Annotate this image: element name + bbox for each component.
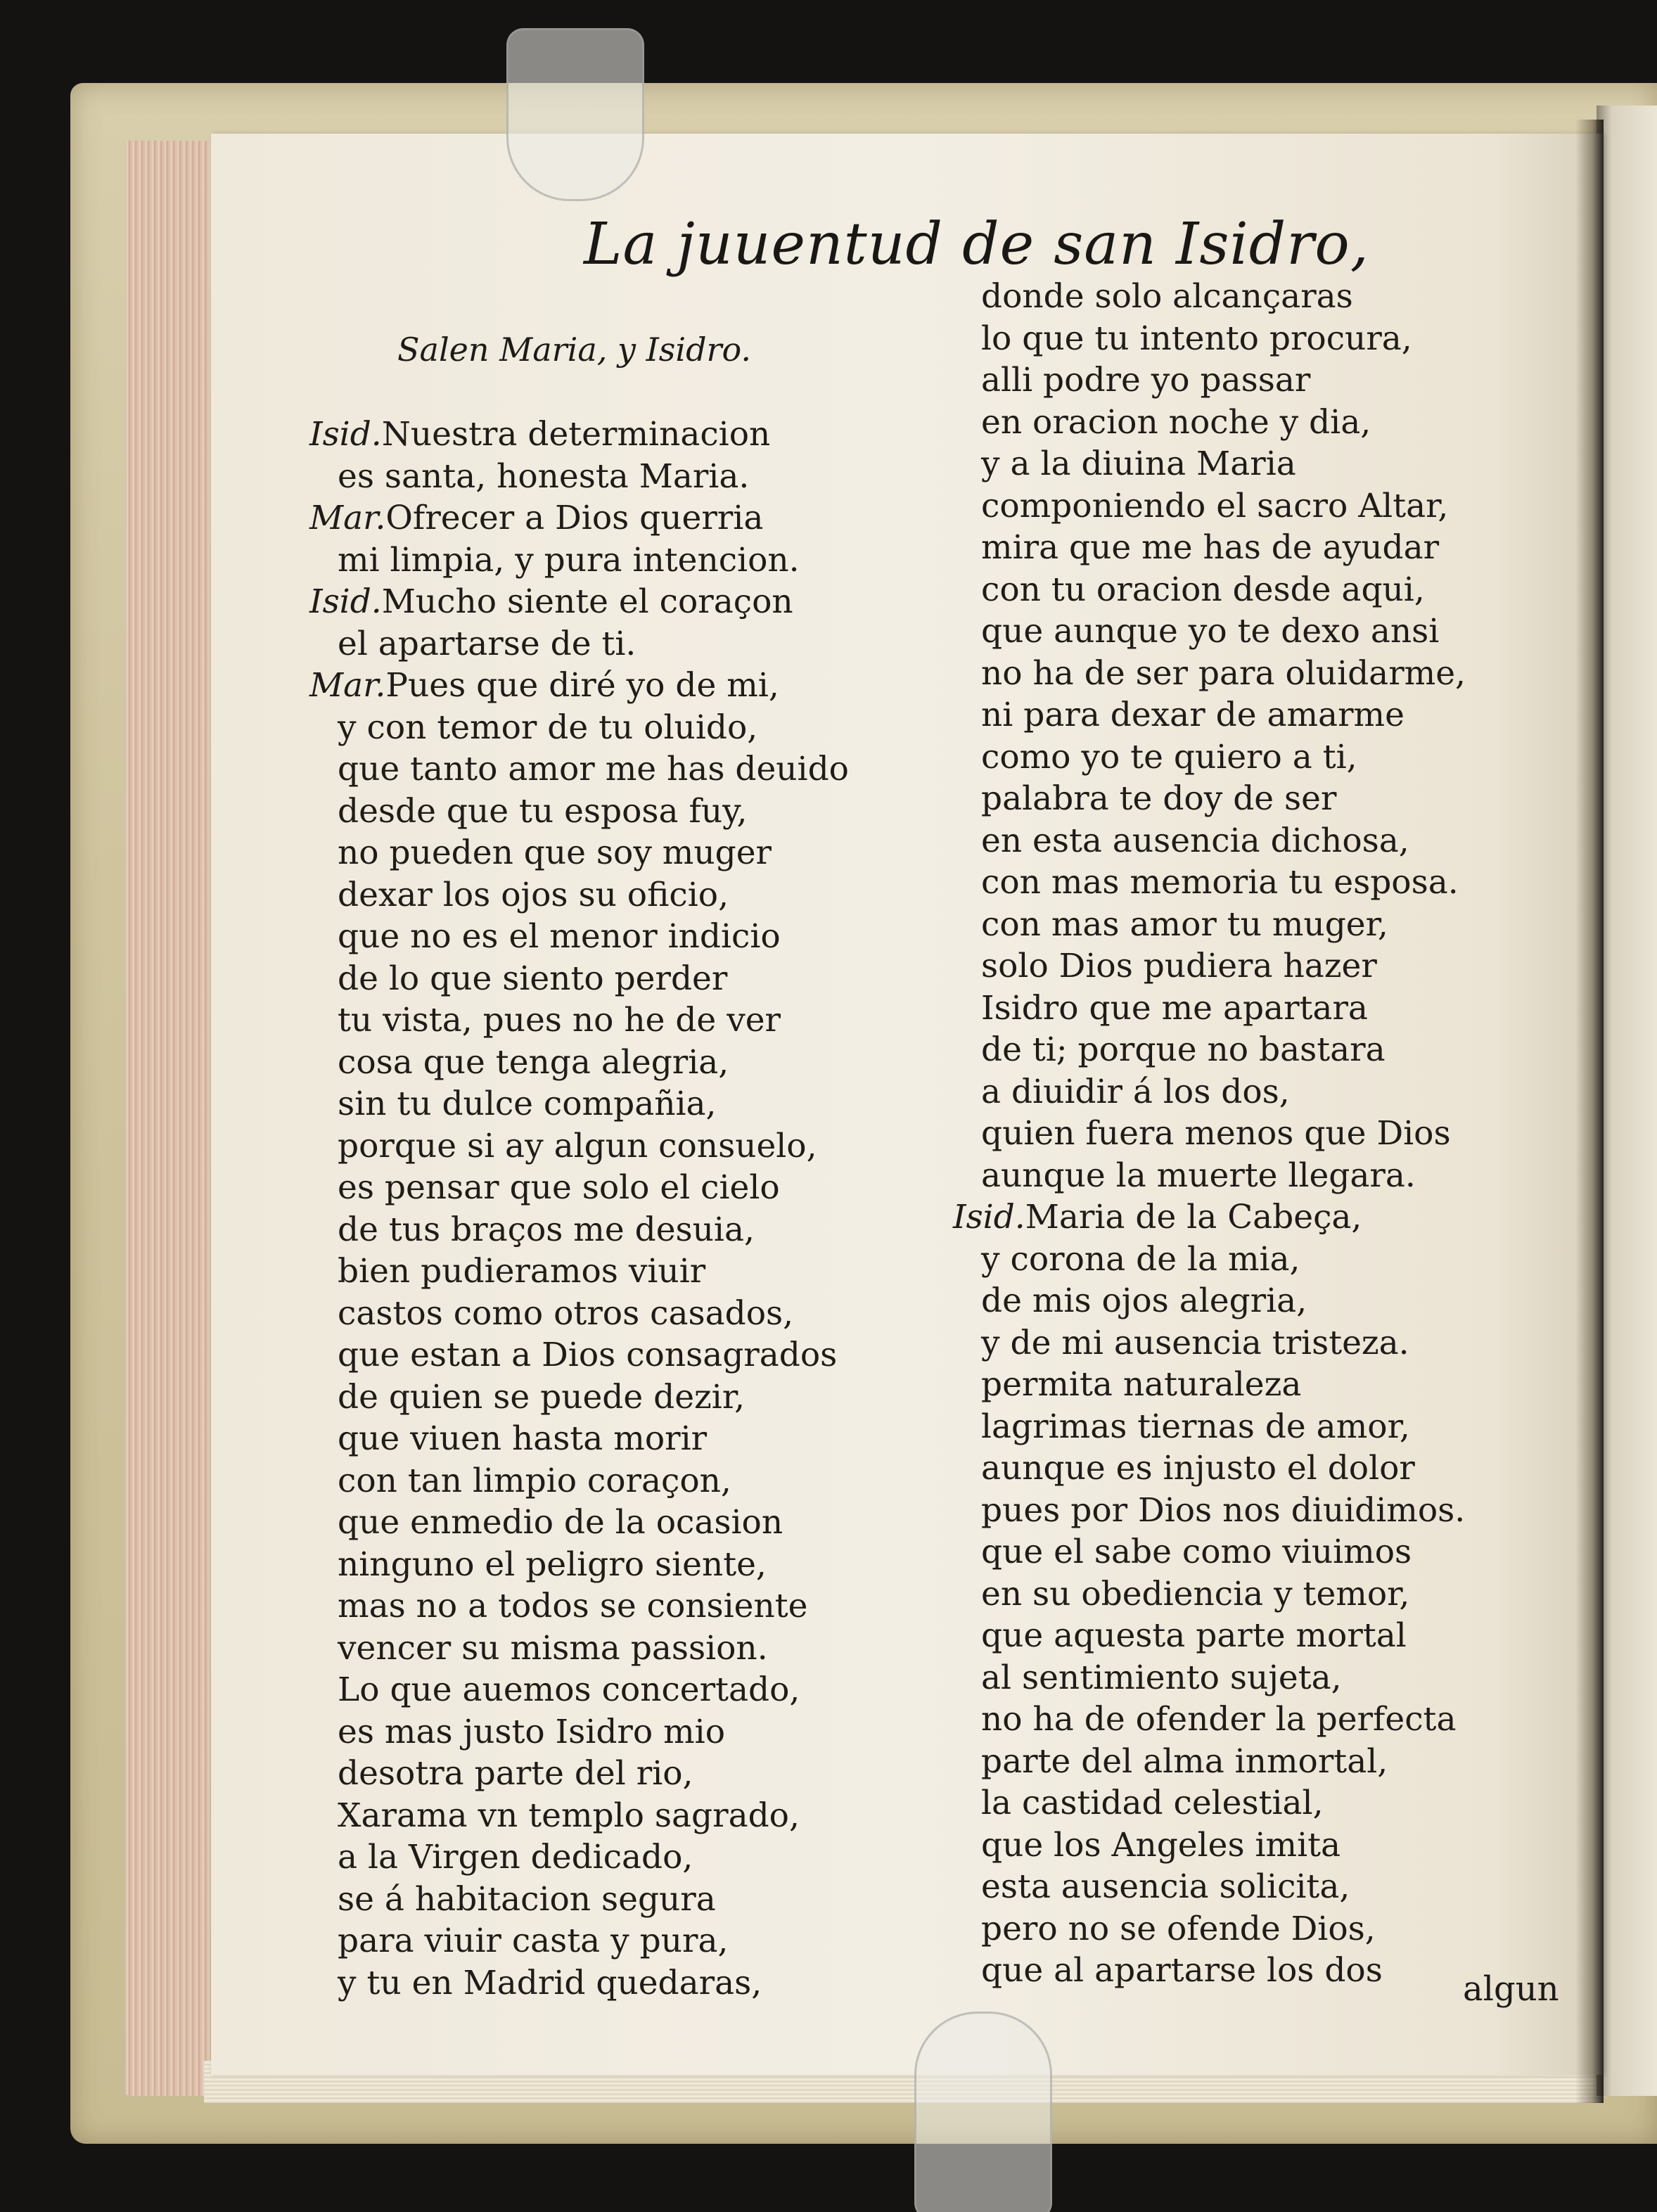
verse-text: aunque la muerte llegara. bbox=[981, 1156, 1416, 1195]
catchword: algun bbox=[1463, 1969, 1559, 2009]
right-verse-column bbox=[953, 276, 1572, 1992]
verse-text: el apartarse de ti. bbox=[338, 624, 636, 663]
verse-line bbox=[953, 1741, 1572, 1783]
verse-text: a diuidir á los dos, bbox=[981, 1072, 1290, 1111]
speaker-abbreviation: Isid. bbox=[309, 415, 382, 454]
verse-line bbox=[309, 1083, 942, 1125]
verse-line bbox=[309, 832, 942, 874]
verse-line bbox=[309, 539, 942, 582]
verse-text: palabra te doy de ser bbox=[981, 779, 1337, 818]
verse-text: con mas memoria tu esposa. bbox=[981, 863, 1459, 902]
verse-text: con tu oracion desde aqui, bbox=[981, 570, 1425, 609]
verse-text: que el sabe como viuimos bbox=[981, 1533, 1412, 1571]
verse-line bbox=[309, 1334, 942, 1376]
verse-line bbox=[953, 485, 1572, 528]
verse-line bbox=[953, 1531, 1572, 1573]
verse-text: de ti; porque no bastara bbox=[981, 1030, 1386, 1069]
verse-text: porque si ay algun consuelo, bbox=[338, 1126, 817, 1165]
verse-text: vencer su misma passion. bbox=[338, 1628, 768, 1668]
verse-text: es pensar que solo el cielo bbox=[338, 1168, 780, 1207]
verse-line bbox=[309, 1251, 942, 1293]
speaker-abbreviation: Mar. bbox=[309, 666, 386, 705]
verse-line bbox=[309, 958, 942, 1000]
verse-text: lo que tu intento procura, bbox=[981, 319, 1412, 358]
verse-line bbox=[953, 945, 1572, 987]
verse-text: que aquesta parte mortal bbox=[981, 1616, 1407, 1655]
left-verse-column bbox=[309, 414, 942, 2004]
verse-line bbox=[953, 443, 1572, 485]
verse-text: ninguno el peligro siente, bbox=[338, 1545, 767, 1584]
verse-line bbox=[309, 748, 942, 791]
verse-text: parte del alma inmortal, bbox=[981, 1741, 1388, 1781]
verse-line bbox=[309, 497, 942, 539]
verse-text: quien fuera menos que Dios bbox=[981, 1114, 1451, 1153]
verse-line bbox=[309, 1879, 942, 1921]
verse-text: de quien se puede dezir, bbox=[338, 1377, 746, 1417]
verse-text: Pues que diré yo de mi, bbox=[385, 666, 779, 705]
verse-text: Xarama vn templo sagrado, bbox=[338, 1796, 800, 1835]
verse-line bbox=[309, 1460, 942, 1502]
verse-line bbox=[953, 569, 1572, 611]
verse-line bbox=[953, 1699, 1572, 1741]
verse-text: que enmedio de la ocasion bbox=[338, 1503, 783, 1542]
verse-line bbox=[309, 1125, 942, 1168]
verse-text: aunque es injusto el dolor bbox=[981, 1449, 1415, 1488]
verse-text: desde que tu esposa fuy, bbox=[338, 791, 748, 831]
verse-line bbox=[309, 1376, 942, 1419]
verse-text: Nuestra determinacion bbox=[381, 415, 771, 454]
verse-text: solo Dios pudiera hazer bbox=[981, 947, 1377, 985]
verse-text: Mucho siente el coraçon bbox=[381, 582, 793, 621]
verse-text: de tus braços me desuia, bbox=[338, 1210, 755, 1249]
verse-text: en su obediencia y temor, bbox=[981, 1574, 1410, 1613]
verse-text: al sentimiento sujeta, bbox=[981, 1658, 1342, 1697]
verse-line bbox=[309, 665, 942, 707]
verse-line bbox=[953, 1447, 1572, 1490]
verse-line bbox=[953, 527, 1572, 569]
verse-text: para viuir casta y pura, bbox=[338, 1922, 729, 1960]
verse-text: de lo que siento perder bbox=[338, 959, 728, 998]
verse-text: desotra parte del rio, bbox=[338, 1754, 693, 1793]
verse-text: donde solo alcançaras bbox=[981, 277, 1353, 316]
verse-line bbox=[309, 1836, 942, 1879]
verse-line bbox=[309, 1502, 942, 1544]
verse-text: Ofrecer a Dios querria bbox=[385, 499, 764, 537]
verse-line bbox=[953, 1280, 1572, 1322]
verse-line bbox=[309, 1042, 942, 1084]
speaker-abbreviation: Isid. bbox=[953, 1198, 1025, 1236]
verse-line bbox=[953, 1155, 1572, 1197]
verse-text: esta ausencia solicita, bbox=[981, 1867, 1350, 1906]
verse-line bbox=[953, 1615, 1572, 1657]
verse-line bbox=[953, 359, 1572, 402]
verse-line bbox=[309, 1293, 942, 1335]
verse-text: que al apartarse los dos bbox=[981, 1951, 1383, 1990]
stage-direction-heading: Salen Maria, y Isidro. bbox=[397, 331, 752, 369]
verse-line bbox=[309, 1669, 942, 1711]
verse-line bbox=[953, 1824, 1572, 1867]
verse-line bbox=[953, 1364, 1572, 1406]
verse-text: Isidro que me apartara bbox=[981, 988, 1368, 1028]
verse-line bbox=[953, 1113, 1572, 1155]
verse-line bbox=[953, 778, 1572, 820]
verse-line bbox=[953, 820, 1572, 862]
verse-text: castos como otros casados, bbox=[338, 1293, 794, 1333]
speaker-abbreviation: Mar. bbox=[309, 499, 386, 537]
verse-line bbox=[309, 874, 942, 916]
verse-text: que aunque yo te dexo ansi bbox=[981, 612, 1440, 651]
verse-text: que no es el menor indicio bbox=[338, 917, 781, 956]
verse-text: sin tu dulce compañia, bbox=[338, 1085, 717, 1123]
verse-line bbox=[309, 1753, 942, 1795]
verse-line bbox=[953, 904, 1572, 946]
verse-line bbox=[309, 791, 942, 833]
verse-text: que estan a Dios consagrados bbox=[338, 1336, 838, 1374]
verse-text: que viuen hasta morir bbox=[338, 1419, 708, 1458]
verse-text: que tanto amor me has deuido bbox=[338, 750, 849, 788]
verse-text: componiendo el sacro Altar, bbox=[981, 486, 1449, 525]
verse-text: bien pudieramos viuir bbox=[338, 1252, 706, 1291]
verse-text: alli podre yo passar bbox=[981, 361, 1311, 399]
verse-line bbox=[309, 414, 942, 456]
verse-text: a la Virgen dedicado, bbox=[338, 1838, 693, 1877]
verse-line bbox=[309, 1795, 942, 1837]
verse-line bbox=[953, 862, 1572, 904]
speaker-abbreviation: Isid. bbox=[309, 582, 382, 621]
verse-text: ni para dexar de amarme bbox=[981, 696, 1405, 734]
verse-line bbox=[953, 1071, 1572, 1113]
verse-text: y tu en Madrid quedaras, bbox=[338, 1963, 762, 2002]
verse-line bbox=[309, 1209, 942, 1251]
verse-line bbox=[953, 1196, 1572, 1239]
verse-text: y de mi ausencia tristeza. bbox=[981, 1323, 1409, 1362]
verse-line bbox=[953, 610, 1572, 653]
verse-line bbox=[953, 1406, 1572, 1448]
verse-text: pues por Dios nos diuidimos. bbox=[981, 1490, 1466, 1530]
verse-text: mi limpia, y pura intencion. bbox=[338, 540, 800, 580]
verse-line bbox=[953, 276, 1572, 318]
verse-text: en esta ausencia dichosa, bbox=[981, 821, 1409, 860]
verse-line bbox=[309, 1418, 942, 1460]
page-edges-left bbox=[125, 141, 210, 2096]
verse-line bbox=[309, 1711, 942, 1753]
verse-line bbox=[309, 1628, 942, 1670]
verse-text: cosa que tenga alegria, bbox=[338, 1042, 729, 1082]
verse-text: tu vista, pues no he de ver bbox=[338, 1001, 781, 1040]
verse-line bbox=[953, 402, 1572, 444]
verse-line bbox=[953, 1239, 1572, 1281]
verse-text: permita naturaleza bbox=[981, 1365, 1302, 1404]
verse-text: lagrimas tiernas de amor, bbox=[981, 1407, 1410, 1446]
verse-line bbox=[953, 987, 1572, 1030]
verse-text: y a la diuina Maria bbox=[981, 445, 1296, 483]
page-gutter-shadow bbox=[1575, 120, 1604, 2103]
running-title: La juuentud de san Isidro, bbox=[584, 211, 1369, 278]
verse-text: pero no se ofende Dios, bbox=[981, 1909, 1376, 1948]
verse-text: mira que me has de ayudar bbox=[981, 528, 1440, 567]
verse-line bbox=[309, 623, 942, 665]
verse-text: mas no a todos se consiente bbox=[338, 1587, 808, 1625]
verse-text: con mas amor tu muger, bbox=[981, 904, 1388, 944]
verse-line bbox=[309, 1920, 942, 1962]
verse-line bbox=[309, 916, 942, 958]
verse-text: con tan limpio coraçon, bbox=[338, 1461, 731, 1500]
verse-line bbox=[309, 456, 942, 498]
verse-text: la castidad celestial, bbox=[981, 1784, 1324, 1822]
verse-text: y corona de la mia, bbox=[981, 1239, 1300, 1279]
verse-line bbox=[953, 1029, 1572, 1071]
verse-line bbox=[309, 999, 942, 1042]
verse-line bbox=[309, 1167, 942, 1209]
verse-line bbox=[953, 1490, 1572, 1532]
verse-text: Lo que auemos concertado, bbox=[338, 1670, 800, 1709]
verse-line bbox=[953, 1657, 1572, 1699]
verse-text: es mas justo Isidro mio bbox=[338, 1712, 726, 1751]
verse-text: en oracion noche y dia, bbox=[981, 402, 1371, 442]
verse-text: no ha de ser para oluidarme, bbox=[981, 653, 1466, 693]
verse-line bbox=[309, 707, 942, 749]
verse-line bbox=[953, 653, 1572, 695]
verse-line bbox=[953, 736, 1572, 779]
verse-text: dexar los ojos su oficio, bbox=[338, 875, 729, 914]
verse-text: no pueden que soy muger bbox=[338, 833, 772, 872]
verse-line bbox=[309, 1962, 942, 2005]
verse-line bbox=[309, 581, 942, 623]
verse-line bbox=[953, 694, 1572, 736]
verse-line bbox=[953, 318, 1572, 360]
top-clip bbox=[506, 28, 644, 201]
bottom-clip bbox=[914, 2012, 1052, 2212]
facing-page-edge bbox=[1597, 106, 1657, 2096]
verse-line bbox=[309, 1585, 942, 1628]
verse-text: se á habitacion segura bbox=[338, 1879, 716, 1919]
verse-text: y con temor de tu oluido, bbox=[338, 708, 758, 747]
verse-line bbox=[953, 1322, 1572, 1364]
verse-text: de mis ojos alegria, bbox=[981, 1281, 1307, 1320]
verse-text: Maria de la Cabeça, bbox=[1025, 1198, 1362, 1236]
verse-line bbox=[953, 1866, 1572, 1908]
verse-line bbox=[953, 1782, 1572, 1824]
verse-line bbox=[953, 1573, 1572, 1616]
verse-text: no ha de ofender la perfecta bbox=[981, 1700, 1457, 1739]
verse-text: como yo te quiero a ti, bbox=[981, 737, 1357, 776]
verse-text: es santa, honesta Maria. bbox=[338, 456, 750, 496]
verse-line bbox=[309, 1544, 942, 1586]
verse-line bbox=[953, 1908, 1572, 1950]
verse-text: que los Angeles imita bbox=[981, 1825, 1341, 1865]
